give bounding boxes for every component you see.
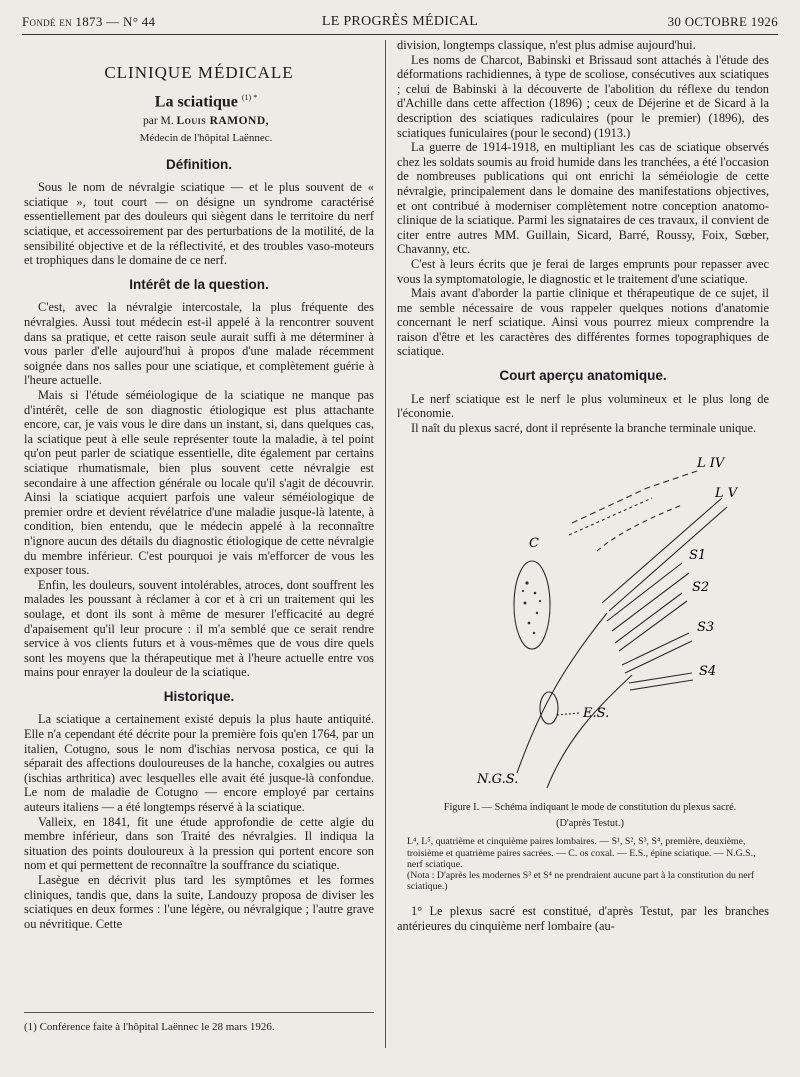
header-rule <box>22 34 778 35</box>
journal-title: LE PROGRÈS MÉDICAL <box>321 14 479 29</box>
sciatic-trunk <box>517 613 632 788</box>
paragraph-historique-2: Valleix, en 1841, fit une étude approfondie de cette algie du membre inférieur, dans son Traité des névralgies. Il indiqua la situation des points douloureux à la pression qui portent encore son nom et qui permettent de reconnaître la souffrance du sciatique. <box>24 814 374 873</box>
paragraph-definition: Sous le nom de névralgie sciatique — et le plus souvent de « sciatique », tout court — on désigne un syndrome caractérisé essentiellement par des douleurs qui siègent dans le territoire du nerf sciatique, et accessoirement par des perturbations de la motilité, de la sensibilité objective et de la réflectivité, et des troubles vaso-moteurs et trophiques dans le domaine de ce nerf. <box>24 180 374 268</box>
label-ngs: N.G.S. <box>477 772 519 788</box>
paragraph-avant: Mais avant d'aborder la partie clinique et thérapeutique de ce sujet, il me semble nécessaire de vous rappeler quelques notions d'anatomie concernant le nerf sciatique. Ainsi vous pourrez mieux comprendre la raison d'être et les caractères des différentes formes topographiques de sciatique. <box>397 286 769 359</box>
heading-definition: Définition. <box>166 156 232 172</box>
sciatic-spine <box>540 692 558 724</box>
coxal-outline <box>514 561 550 649</box>
paragraph-guerre: La guerre de 1914-1918, en multipliant les cas de sciatique observés chez les soldats soumis au froid humide dans les tranchées, a été l'occasion de nombreuses publications qui ont enrichi la séméiologie de cette névralgie, principalement dans le domaine des manifestations objectives, et ont contribué à moderniser complètement notre conception anatomo-clinique de la sciatique. Parmi les signataires de ces travaux, il convient de citer entre autres MM. Guillain, Sicard, Barré, Roussy, Foix, Sœber, Chavanny, etc. <box>397 140 769 257</box>
paragraph-historique-1: La sciatique a certainement existé depuis la plus haute antiquité. Elle n'a cependant été décrite pour la première fois qu'en 1764, par un italien, Cotugno, sous le nom d'ischias nervosa postica, ce qui la séparait des affections douloureuses de la hanche, coxalgies ou autres (ischias arthritica) avec lesquelles elle avait été jusque-là confondue. Le nom de maladie de Cotugno — encore employé par certains auteurs italiens — a été longtemps réservé à la sciatique. <box>24 712 374 815</box>
paragraph-nait: Il naît du plexus sacré, dont il représente la branche terminale unique. <box>411 420 757 435</box>
figure-caption: Figure I. — Schéma indiquant le mode de constitution du plexus sacré. <box>443 802 737 814</box>
plexus-diagram <box>397 443 769 798</box>
article-author <box>24 114 374 129</box>
figure-credit: (D'après Testut.) <box>556 818 624 830</box>
paragraph-historique-3: Lasègue en décrivit plus tard les symptômes et les formes cliniques, tandis que, dans la suite, Landouzy proposa de diviser les sciatiques en deux formes : l'une légère, ou névralgique ; l'autre grave ou névritique. Cette <box>24 873 374 931</box>
right-column <box>397 38 769 934</box>
article-title-text: La sciatique <box>154 92 238 110</box>
figure-legend <box>407 836 769 892</box>
paragraph-continuation: division, longtemps classique, n'est plus admise aujourd'hui. <box>397 38 696 52</box>
label-s2: S2 <box>692 580 710 596</box>
label-s4: S4 <box>699 664 717 680</box>
label-s3: S3 <box>697 620 715 636</box>
s4-root <box>629 673 693 690</box>
heading-historique: Historique. <box>163 688 235 704</box>
footnote: (1) Conférence faite à l'hôpital Laënnec le 28 mars 1926. <box>24 1012 374 1033</box>
title-note: (1) * <box>241 92 258 102</box>
paragraph-plexus: 1° Le plexus sacré est constitué, d'après Testut, par les branches antérieures du cinquième nerf lombaire (au- <box>397 904 769 934</box>
figure-legend-note: (Nota : D'après les modernes S³ et S⁴ ne prendraient aucune part à la constitution du nerf sciatique.) <box>407 870 755 893</box>
paragraph-interet-2: Mais si l'étude séméiologique de la sciatique ne manque pas d'intérêt, celle de son diagnostic étiologique est plus attachante encore, car, je vais vous le dire dans un instant, si, dans quelques cas, la sciatique peut à elle seule représenter toute la maladie, à tel point qu'on peut parler de sciatique essentielle, dite également par certains sciatique rhumatismale, bien plus souvent cette névralgie est secondaire à une affection générale ou locale qu'il s'agit de découvrir. Ainsi la sciatique acquiert parfois une valeur séméiologique de premier ordre et devient révélatrice d'une maladie jusque-là latente, à condition, bien entendu, que le médecin appelé à la reconnaître n'ignore aucun des détails du diagnostic étiologique de cette névralgie du membre inférieur. C'est pourquoi je vais m'efforcer de vous les exposer tous. <box>24 388 374 578</box>
article-title <box>24 91 374 110</box>
l4-dashed-line <box>572 471 697 523</box>
heading-anatomie: Court aperçu anatomique. <box>499 368 667 384</box>
paragraph-interet-1: C'est, avec la névralgie intercostale, la plus fréquente des névralgies. Aussi tout médecin est-il appelé à la rencontrer souvent dans sa pratique, et cette raison seule aurait suffi à me déterminer à vous parler d'elle aujourd'hui à propos d'une malade récemment soignée dans nos salles pour une sciatique, et complètement guérie à l'heure actuelle. <box>24 300 374 388</box>
paragraph-ecrits: C'est à leurs écrits que je ferai de larges emprunts pour repasser avec vous la symptomatologie, le diagnostic et le traitement d'une sciatique. <box>397 256 769 286</box>
header-date: 30 OCTOBRE 1926 <box>667 14 778 29</box>
label-l4: L IV <box>697 456 725 472</box>
label-s1: S1 <box>689 548 707 564</box>
s3-root <box>622 633 692 673</box>
label-l5: L V <box>715 486 738 502</box>
paragraph-nerf: Le nerf sciatique est le nerf le plus volumineux et le plus long de l'économie. <box>397 391 769 421</box>
header-founded: Fondé en 1873 — N° 44 <box>22 14 156 29</box>
running-header <box>22 14 778 32</box>
author-affiliation: Médecin de l'hôpital Laënnec. <box>139 132 273 145</box>
author-name: Louis RAMOND, <box>176 114 270 127</box>
label-c: C <box>529 536 539 552</box>
label-es: E.S. <box>583 706 610 722</box>
paragraph-noms: Les noms de Charcot, Babinski et Brissaud sont attachés à l'étude des déformations rachidiennes, à type de scoliose, consécutives aux sciatiques ; celui de Babinski à la découverte de l'abolition du réflexe du tendon d'Achille dans cette affection (1896) ; ceux de Déjerine et de Sicard à la description des sciatiques radiculaires (pour le premier) (1896), des sciatiques funiculaires (pour le second) (1913.) <box>397 52 769 140</box>
figure-plexus-sacre <box>397 443 769 798</box>
author-prefix: par M. <box>142 114 174 127</box>
left-column <box>24 38 374 931</box>
heading-interet: Intérêt de la question. <box>129 276 269 292</box>
figure-legend-text: L⁴, L⁵, quatrième et cinquième paires lombaires. — S¹, S², S³, S⁴, première, deuxième, troisième et quatrième paires sacrées. — C. os coxal. — E.S., épine sciatique. — N.G.S., nerf sciatique. <box>407 836 756 870</box>
section-heading: CLINIQUE MÉDICALE <box>104 63 294 82</box>
paragraph-interet-3: Enfin, les douleurs, souvent intolérables, atroces, dont souffrent les malades les poussant à réclamer à cor et à cri un traitement qui les soulage, et dont ils sont à même de mesurer l'efficacité au degré d'apaisement qu'il leur procure : il m'a semblé que ce serait rendre service à vos clients futurs et à vous-mêmes que de vous dire quels sont les moyens que la thérapeutique met à l'heure actuelle entre vos mains pour enrayer la douleur de la sciatique. <box>24 577 374 680</box>
column-divider <box>385 40 386 1048</box>
